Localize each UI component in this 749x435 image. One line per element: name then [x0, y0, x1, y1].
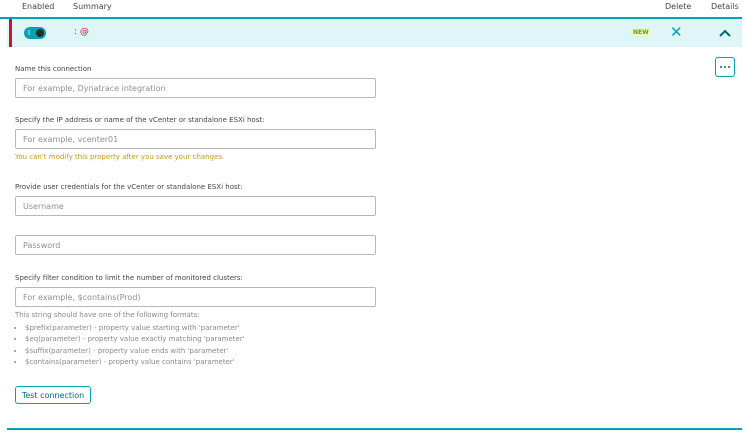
host-warning: You can't modify this property after you save your changes. [15, 153, 225, 161]
filter-input[interactable] [15, 287, 376, 307]
name-label: Name this connection [15, 65, 92, 73]
filter-hint: This string should have one of the following formats: [15, 311, 200, 319]
more-icon-dot [728, 66, 730, 68]
col-delete: Delete [665, 2, 692, 11]
col-enabled: Enabled [22, 2, 55, 11]
row-summary: : @ [74, 27, 89, 37]
toggle-knob [36, 29, 44, 37]
password-input[interactable] [15, 235, 376, 255]
username-input[interactable] [15, 196, 376, 216]
delete-icon[interactable]: ✕ [670, 23, 683, 41]
list-item: • $suffix(parameter) - property value ends with 'parameter' [25, 346, 245, 357]
filter-label: Specify filter condition to limit the number of monitored clusters: [15, 274, 243, 282]
more-icon-dot [720, 66, 722, 68]
format-list [15, 323, 245, 368]
toggle-label: I [28, 29, 31, 37]
name-input[interactable] [15, 78, 376, 98]
list-item: • $eq(parameter) - property value exactly matching 'parameter' [25, 334, 245, 345]
host-input[interactable] [15, 129, 376, 149]
test-connection-button[interactable]: Test connection [15, 386, 91, 404]
host-label: Specify the IP address or name of the vCenter or standalone ESXi host: [15, 116, 265, 124]
enabled-toggle[interactable] [24, 27, 46, 39]
table-header [0, 0, 742, 19]
credentials-label: Provide user credentials for the vCenter or standalone ESXi host: [15, 183, 243, 191]
col-summary: Summary [73, 2, 112, 11]
list-item: • $prefix(parameter) - property value starting with 'parameter' [25, 323, 245, 334]
list-item: • $contains(parameter) - property value contains 'parameter' [25, 357, 245, 368]
more-options-button[interactable] [715, 57, 735, 77]
new-badge: NEW [633, 29, 649, 36]
table-row [7, 19, 742, 47]
section-divider [7, 428, 742, 430]
more-icon-dot [724, 66, 726, 68]
col-details: Details [711, 2, 739, 11]
chevron-up-icon[interactable] [718, 26, 732, 40]
error-indicator [9, 19, 12, 47]
